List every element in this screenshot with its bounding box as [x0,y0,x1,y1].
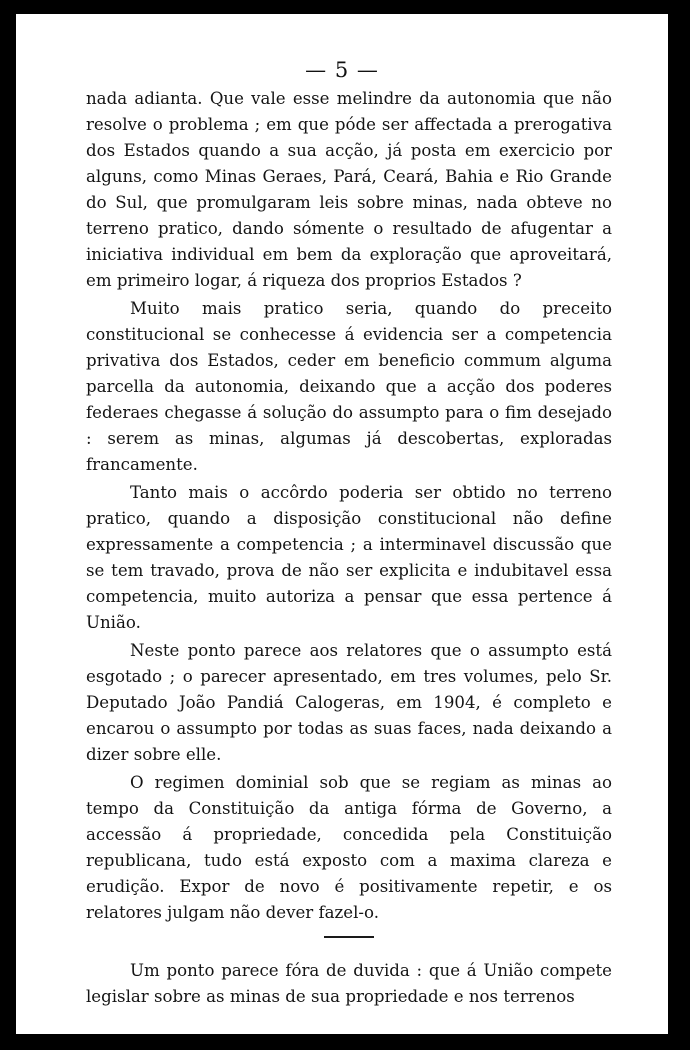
paragraph-4: Neste ponto parece aos relatores que o assumpto está esgotado ; o parecer apresentado, em tres volumes, pelo Sr. Deputado João Pandiá Calogeras, em 1904, é completo e encarou o assumpto por todas as suas faces, nada deixando a dizer sobre elle. [86,641,612,764]
paragraph-6: Um ponto parece fóra de duvida : que á União compete legislar sobre as minas de sua propriedade e nos terrenos [86,961,612,1006]
paragraph-1: nada adianta. Que vale esse melindre da autonomia que não resolve o problema ; em que póde ser affectada a prerogativa dos Estados quando a sua acção, já posta em exercicio por alguns, como Minas Geraes, Pará, Ceará, Bahia e Rio Grande do Sul, que promulgaram leis sobre minas, nada obteve no terreno pratico, dando sómente o resultado de afugentar a iniciativa individual em bem da exploração que aproveitará, em primeiro logar, á riqueza dos proprios Estados ? [86,89,612,290]
page-number: — 5 — [305,58,379,82]
paragraph-2: Muito mais pratico seria, quando do preceito constitucional se conhecesse á evidencia ser a competencia privativa dos Estados, ceder em beneficio commum alguma parcella da autonomia, deixando que a acção dos poderes federaes chegasse á solução do assumpto para o fim desejado : serem as minas, algumas já descobertas, exploradas francamente. [86,299,612,474]
body-text [86,86,612,1010]
paragraph-3: Tanto mais o accôrdo poderia ser obtido no terreno pratico, quando a disposição constitucional não define expressamente a competencia ; a interminavel discussão que se tem travado, prova de não ser explicita e indubitavel essa competencia, muito autoriza a pensar que essa pertence á União. [86,483,612,632]
document-page [16,14,668,1034]
section-divider [324,936,374,938]
paragraph-5: O regimen dominial sob que se regiam as minas ao tempo da Constituição da antiga fórma de Governo, a accessão á propriedade, concedida pela Constituição republicana, tudo está exposto com a maxima clareza e erudição. Expor de novo é positivamente repetir, e os relatores julgam não dever fazel-o. [86,773,612,922]
